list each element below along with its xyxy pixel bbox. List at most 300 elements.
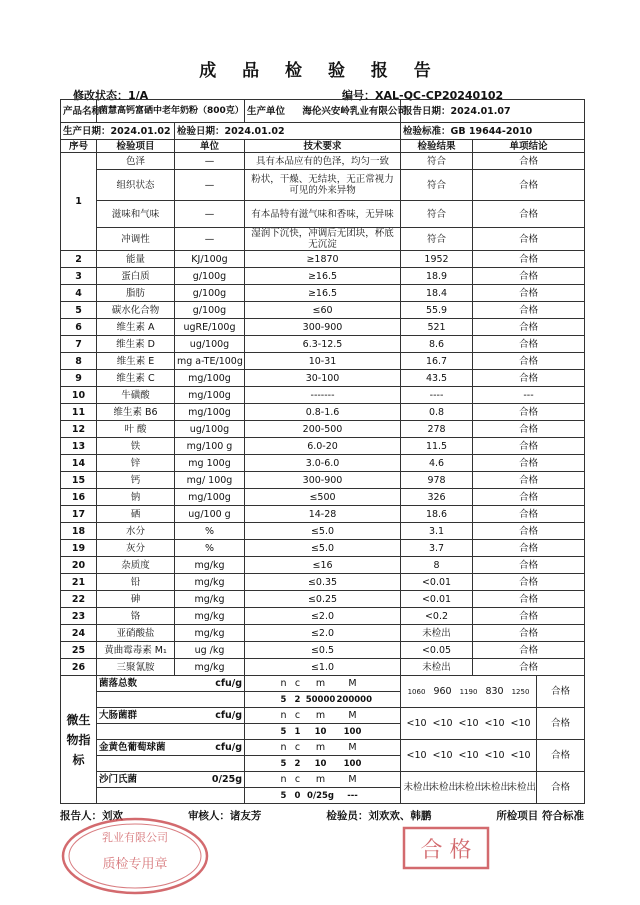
spec-value: 2 <box>294 694 301 705</box>
row-result: 18.6 <box>401 506 473 523</box>
row-result: <0.01 <box>401 574 473 591</box>
spec-head: c <box>294 678 301 689</box>
row-no: 9 <box>61 370 97 387</box>
row-item: 水分 <box>97 523 175 540</box>
row-result: 4.6 <box>401 455 473 472</box>
row-verdict: 合格 <box>473 642 585 659</box>
row-verdict: 合格 <box>473 489 585 506</box>
row-item: 灰分 <box>97 540 175 557</box>
table-row <box>61 455 585 472</box>
report-title: 成 品 检 验 报 告 <box>199 61 441 81</box>
micro-name: 大肠菌群 <box>99 710 138 721</box>
micro-result: 1060 <box>407 687 426 696</box>
pass-stamp <box>402 826 490 870</box>
spec-head: n <box>280 678 287 689</box>
row-result: 521 <box>401 319 473 336</box>
micro-result: 未检出 <box>481 782 511 793</box>
row-item: 砷 <box>97 591 175 608</box>
micro-row <box>61 740 585 756</box>
table-row <box>61 387 585 404</box>
row-unit: mg/ 100g <box>175 472 245 489</box>
row-item: 锌 <box>97 455 175 472</box>
row-verdict: 合格 <box>473 170 585 201</box>
row-unit: mg/100g <box>175 489 245 506</box>
row-item: 维生素 C <box>97 370 175 387</box>
micro-result: 960 <box>433 685 452 697</box>
row-req: ≤16 <box>245 557 401 574</box>
row-item: 铁 <box>97 438 175 455</box>
table-row <box>61 489 585 506</box>
table-row <box>61 268 585 285</box>
row-verdict: 合格 <box>473 608 585 625</box>
table-row <box>61 228 585 251</box>
spec-value: 0/25g <box>307 790 334 801</box>
table-row <box>61 404 585 421</box>
row-item: 组织状态 <box>97 170 175 201</box>
micro-item <box>97 772 245 788</box>
row-unit: mg/kg <box>175 557 245 574</box>
maker-name: 海伦兴安岭乳业有限公司 <box>302 105 407 117</box>
row-result: 8 <box>401 557 473 574</box>
row-req: ≤500 <box>245 489 401 506</box>
row-result: 55.9 <box>401 302 473 319</box>
table-row <box>61 438 585 455</box>
table-row <box>61 319 585 336</box>
row-verdict: 合格 <box>473 506 585 523</box>
spec-value: 5 <box>280 694 287 705</box>
micro-name: 金黄色葡萄球菌 <box>99 742 166 753</box>
row-no: 7 <box>61 336 97 353</box>
micro-verdict: 合格 <box>537 676 585 708</box>
row-no: 22 <box>61 591 97 608</box>
micro-blank <box>97 692 245 708</box>
micro-verdict: 合格 <box>537 772 585 804</box>
spec-head: c <box>294 710 301 721</box>
row-result: ---- <box>401 387 473 404</box>
row-req: ≤2.0 <box>245 625 401 642</box>
row-result: 43.5 <box>401 370 473 387</box>
row-unit: g/100g <box>175 285 245 302</box>
spec-value: 100 <box>343 726 362 737</box>
row-req: ≥1870 <box>245 251 401 268</box>
micro-result: <10 <box>406 718 427 729</box>
row-unit: mg/kg <box>175 625 245 642</box>
row-item: 蛋白质 <box>97 268 175 285</box>
row-result: 未检出 <box>401 625 473 642</box>
row-req: ≤2.0 <box>245 608 401 625</box>
company-seal-stamp <box>60 816 210 896</box>
row-no: 15 <box>61 472 97 489</box>
spec-head: M <box>348 678 357 689</box>
col-req: 技术要求 <box>245 140 401 153</box>
row-req: 300-900 <box>245 319 401 336</box>
micro-results <box>401 676 537 708</box>
table-row <box>61 540 585 557</box>
report-date: 报告日期：2024.01.07 <box>401 100 585 123</box>
row-unit: — <box>175 170 245 201</box>
row-no: 8 <box>61 353 97 370</box>
row-verdict: 合格 <box>473 472 585 489</box>
micro-spec-values <box>245 756 401 772</box>
row-no: 11 <box>61 404 97 421</box>
micro-result: 未检出 <box>455 782 485 793</box>
row-no: 13 <box>61 438 97 455</box>
row-no: 4 <box>61 285 97 302</box>
spec-value: 0 <box>294 790 301 801</box>
row-result: 16.7 <box>401 353 473 370</box>
spec-head: m <box>315 742 326 753</box>
svg-text:合 格: 合 格 <box>420 838 472 863</box>
test-date: 检验日期：2024.01.02 <box>175 123 401 140</box>
report-code: 编号：XAL-QC-CP20240102 <box>342 89 504 102</box>
test-standard: 检验标准：GB 19644-2010 <box>401 123 585 140</box>
micro-unit: cfu/g <box>215 710 243 721</box>
row-req: 300-900 <box>245 472 401 489</box>
row-result: <0.01 <box>401 591 473 608</box>
row-unit: ug /kg <box>175 642 245 659</box>
row-result: 18.9 <box>401 268 473 285</box>
spec-value: 1 <box>294 726 301 737</box>
row-result: 符合 <box>401 201 473 228</box>
table-row <box>61 302 585 319</box>
row-verdict: 合格 <box>473 228 585 251</box>
row-req: 14-28 <box>245 506 401 523</box>
spec-value: 200000 <box>336 694 373 705</box>
micro-blank <box>97 724 245 740</box>
micro-row <box>61 772 585 788</box>
table-row <box>61 285 585 302</box>
row-unit: g/100g <box>175 302 245 319</box>
product-label: 产品名称 <box>61 100 97 123</box>
row-item: 维生素 A <box>97 319 175 336</box>
row-item: 硒 <box>97 506 175 523</box>
row-item: 三聚氰胺 <box>97 659 175 676</box>
table-row <box>61 608 585 625</box>
table-row <box>61 421 585 438</box>
row-no: 26 <box>61 659 97 676</box>
row-result: 278 <box>401 421 473 438</box>
row-no: 10 <box>61 387 97 404</box>
micro-item <box>97 708 245 724</box>
column-header-row <box>61 140 585 153</box>
row-verdict: 合格 <box>473 421 585 438</box>
row-no: 3 <box>61 268 97 285</box>
micro-blank <box>97 788 245 804</box>
inspector: 检验员：刘欢欢、韩鹏 <box>326 810 432 822</box>
row-verdict: 合格 <box>473 557 585 574</box>
spec-value: 10 <box>314 726 327 737</box>
micro-results <box>401 772 537 804</box>
row-item: 色泽 <box>97 153 175 170</box>
row-unit: — <box>175 228 245 251</box>
micro-result: <10 <box>432 750 453 761</box>
row-verdict: 合格 <box>473 336 585 353</box>
row-no: 5 <box>61 302 97 319</box>
row-unit: % <box>175 540 245 557</box>
micro-result: <10 <box>458 750 479 761</box>
row-verdict: 合格 <box>473 625 585 642</box>
row-item: 脂肪 <box>97 285 175 302</box>
row-unit: mg/100g <box>175 370 245 387</box>
row-unit: g/100g <box>175 268 245 285</box>
row-unit: ugRE/100g <box>175 319 245 336</box>
row-no: 16 <box>61 489 97 506</box>
table-row <box>61 353 585 370</box>
row-req: ≥16.5 <box>245 285 401 302</box>
micro-result: 1190 <box>459 687 478 696</box>
micro-verdict: 合格 <box>537 740 585 772</box>
row-verdict: 合格 <box>473 659 585 676</box>
spec-value: 10 <box>314 758 327 769</box>
micro-result: 未检出 <box>507 782 537 793</box>
spec-head: M <box>348 710 357 721</box>
micro-spec-header <box>245 772 401 788</box>
col-verdict: 单项结论 <box>473 140 585 153</box>
row-result: 326 <box>401 489 473 506</box>
row-no: 6 <box>61 319 97 336</box>
micro-result: <10 <box>510 750 531 761</box>
row-req: ≤0.5 <box>245 642 401 659</box>
table-row <box>61 336 585 353</box>
row-req: ≤5.0 <box>245 523 401 540</box>
row-req: ≤5.0 <box>245 540 401 557</box>
row-result: 18.4 <box>401 285 473 302</box>
row-no: 1 <box>61 153 97 251</box>
prod-date-label: 生产日期： <box>63 125 111 137</box>
micro-results <box>401 740 537 772</box>
row-item: 铅 <box>97 574 175 591</box>
row-verdict: 合格 <box>473 591 585 608</box>
table-row <box>61 370 585 387</box>
row-req: 0.8-1.6 <box>245 404 401 421</box>
row-item: 维生素 D <box>97 336 175 353</box>
spec-value: 50000 <box>305 694 336 705</box>
row-no: 18 <box>61 523 97 540</box>
micro-label: 微生物指标 <box>61 676 97 804</box>
row-result: 符合 <box>401 170 473 201</box>
row-no: 23 <box>61 608 97 625</box>
row-item: 钙 <box>97 472 175 489</box>
micro-verdict: 合格 <box>537 708 585 740</box>
row-unit: % <box>175 523 245 540</box>
row-item: 叶 酸 <box>97 421 175 438</box>
spec-value: 2 <box>294 758 301 769</box>
row-unit: — <box>175 201 245 228</box>
micro-result: <10 <box>510 718 531 729</box>
micro-unit: 0/25g <box>211 774 243 785</box>
micro-item <box>97 676 245 692</box>
row-req: 具有本品应有的色泽，均匀一致 <box>245 153 401 170</box>
row-verdict: 合格 <box>473 153 585 170</box>
spec-value: 5 <box>280 726 287 737</box>
micro-name: 菌落总数 <box>99 678 138 689</box>
table-row <box>61 574 585 591</box>
micro-spec-values <box>245 724 401 740</box>
report-table <box>60 99 584 804</box>
row-verdict: 合格 <box>473 302 585 319</box>
row-item: 碳水化合物 <box>97 302 175 319</box>
table-row <box>61 201 585 228</box>
spec-head: m <box>315 774 326 785</box>
row-unit: mg/kg <box>175 591 245 608</box>
row-unit: mg a-TE/100g <box>175 353 245 370</box>
row-req: ≤1.0 <box>245 659 401 676</box>
micro-result: 1250 <box>511 687 530 696</box>
row-result: 0.8 <box>401 404 473 421</box>
row-req: 6.3-12.5 <box>245 336 401 353</box>
row-result: <0.2 <box>401 608 473 625</box>
row-item: 冲调性 <box>97 228 175 251</box>
row-unit: mg 100g <box>175 455 245 472</box>
row-verdict: 合格 <box>473 455 585 472</box>
micro-results <box>401 708 537 740</box>
col-item: 检验项目 <box>97 140 175 153</box>
row-no: 2 <box>61 251 97 268</box>
spec-head: c <box>294 742 301 753</box>
spec-head: n <box>280 774 287 785</box>
micro-spec-header <box>245 676 401 692</box>
row-verdict: 合格 <box>473 268 585 285</box>
micro-result: <10 <box>458 718 479 729</box>
row-req: 湿润下沉快，冲调后无团块，杯底无沉淀 <box>245 228 401 251</box>
col-no: 序号 <box>61 140 97 153</box>
row-req: ------- <box>245 387 401 404</box>
table-row <box>61 251 585 268</box>
row-item: 牛磺酸 <box>97 387 175 404</box>
table-row <box>61 625 585 642</box>
row-verdict: 合格 <box>473 285 585 302</box>
micro-result: 830 <box>485 685 504 697</box>
col-result: 检验结果 <box>401 140 473 153</box>
row-item: 维生素 B6 <box>97 404 175 421</box>
micro-row <box>61 708 585 724</box>
row-verdict: 合格 <box>473 574 585 591</box>
micro-spec-values <box>245 788 401 804</box>
row-verdict: 合格 <box>473 540 585 557</box>
row-unit: — <box>175 153 245 170</box>
row-verdict: 合格 <box>473 523 585 540</box>
svg-text:质检专用章: 质检专用章 <box>102 857 168 872</box>
micro-spec-header <box>245 708 401 724</box>
reviewer: 审核人：诸友芳 <box>187 810 262 822</box>
row-unit: ug/100 g <box>175 506 245 523</box>
row-result: 8.6 <box>401 336 473 353</box>
row-no: 24 <box>61 625 97 642</box>
table-row <box>61 170 585 201</box>
row-result: 符合 <box>401 153 473 170</box>
col-unit: 单位 <box>175 140 245 153</box>
row-no: 14 <box>61 455 97 472</box>
row-no: 21 <box>61 574 97 591</box>
spec-value: 100 <box>343 758 362 769</box>
row-result: 1952 <box>401 251 473 268</box>
row-req: ≤60 <box>245 302 401 319</box>
svg-text:乳业有限公司: 乳业有限公司 <box>102 831 168 844</box>
row-req: ≤0.35 <box>245 574 401 591</box>
table-row <box>61 523 585 540</box>
spec-head: c <box>294 774 301 785</box>
revision-status: 修改状态：1/A <box>73 89 149 102</box>
spec-value: 5 <box>280 790 287 801</box>
row-item: 亚硝酸盐 <box>97 625 175 642</box>
row-req: 3.0-6.0 <box>245 455 401 472</box>
row-unit: KJ/100g <box>175 251 245 268</box>
row-unit: mg/100g <box>175 387 245 404</box>
table-row <box>61 472 585 489</box>
micro-item <box>97 740 245 756</box>
table-row <box>61 557 585 574</box>
row-unit: mg/kg <box>175 608 245 625</box>
row-req: 6.0-20 <box>245 438 401 455</box>
row-unit: ug/100g <box>175 421 245 438</box>
micro-unit: cfu/g <box>215 742 243 753</box>
spec-value: --- <box>347 790 358 801</box>
row-item: 维生素 E <box>97 353 175 370</box>
row-verdict: 合格 <box>473 201 585 228</box>
overall-verdict: 所检项目 符合标准 <box>496 810 584 822</box>
row-no: 12 <box>61 421 97 438</box>
row-item: 杂质度 <box>97 557 175 574</box>
micro-result: <10 <box>484 718 505 729</box>
row-unit: mg/kg <box>175 574 245 591</box>
micro-row <box>61 676 585 692</box>
reporter: 报告人：刘欢 <box>60 810 123 822</box>
row-result: 11.5 <box>401 438 473 455</box>
spec-head: n <box>280 742 287 753</box>
table-row <box>61 642 585 659</box>
row-item: 黄曲霉毒素 M₁ <box>97 642 175 659</box>
row-no: 20 <box>61 557 97 574</box>
micro-result: 未检出 <box>403 782 433 793</box>
row-unit: mg/100g <box>175 404 245 421</box>
table-row <box>61 153 585 170</box>
micro-unit: cfu/g <box>215 678 243 689</box>
spec-head: m <box>315 678 326 689</box>
micro-result: <10 <box>432 718 453 729</box>
row-no: 25 <box>61 642 97 659</box>
row-item: 能量 <box>97 251 175 268</box>
spec-head: M <box>348 742 357 753</box>
row-item: 钠 <box>97 489 175 506</box>
row-req: 10-31 <box>245 353 401 370</box>
row-item: 铬 <box>97 608 175 625</box>
row-verdict: 合格 <box>473 438 585 455</box>
table-row <box>61 506 585 523</box>
spec-head: n <box>280 710 287 721</box>
row-verdict: 合格 <box>473 370 585 387</box>
row-req: 粉状，干燥、无结块，无正常视力可见的外来异物 <box>245 170 401 201</box>
micro-spec-values <box>245 692 401 708</box>
row-verdict: 合格 <box>473 404 585 421</box>
row-result: 3.7 <box>401 540 473 557</box>
row-result: 978 <box>401 472 473 489</box>
row-req: ≤0.25 <box>245 591 401 608</box>
maker-label: 生产单位 <box>247 105 286 117</box>
prod-date: 2024.01.02 <box>110 125 171 137</box>
product-name: 菌慧高钙富硒中老年奶粉（800克） <box>97 100 245 123</box>
row-req: 有本品特有滋气味和香味，无异味 <box>245 201 401 228</box>
micro-result: <10 <box>406 750 427 761</box>
micro-result: <10 <box>484 750 505 761</box>
spec-head: m <box>315 710 326 721</box>
spec-value: 5 <box>280 758 287 769</box>
micro-spec-header <box>245 740 401 756</box>
row-result: 未检出 <box>401 659 473 676</box>
row-req: ≥16.5 <box>245 268 401 285</box>
table-row <box>61 591 585 608</box>
row-verdict: 合格 <box>473 353 585 370</box>
row-req: 30-100 <box>245 370 401 387</box>
